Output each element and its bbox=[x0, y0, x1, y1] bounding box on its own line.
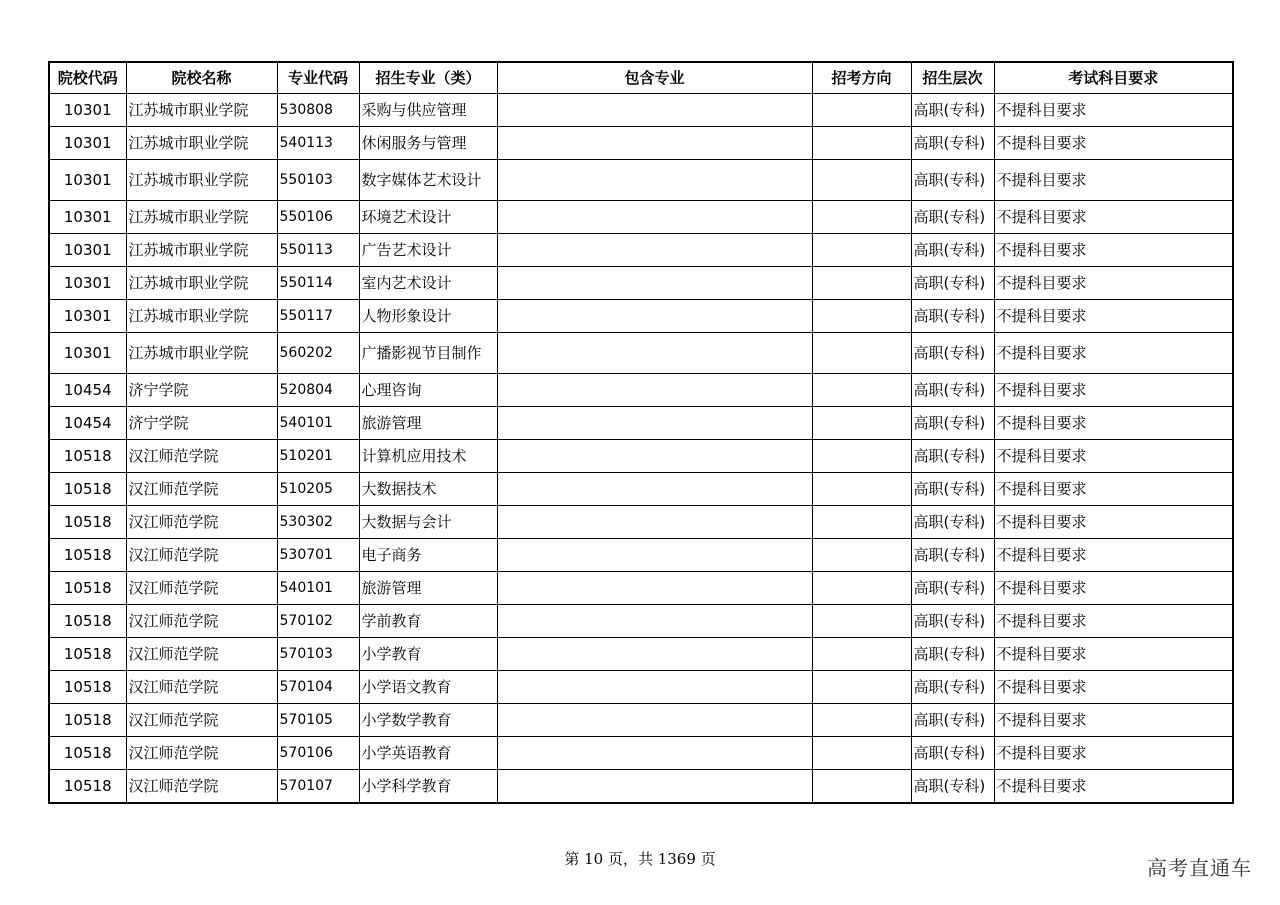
cell-level: 高职(专科) bbox=[911, 671, 994, 704]
cell-included-majors bbox=[497, 127, 812, 160]
cell-level: 高职(专科) bbox=[911, 267, 994, 300]
cell-level: 高职(专科) bbox=[911, 234, 994, 267]
cell-included-majors bbox=[497, 770, 812, 804]
cell-requirement: 不提科目要求 bbox=[994, 160, 1233, 201]
cell-major: 小学数学教育 bbox=[359, 704, 497, 737]
table-row bbox=[49, 440, 1233, 473]
cell-requirement: 不提科目要求 bbox=[994, 671, 1233, 704]
cell-direction bbox=[812, 234, 911, 267]
cell-school-name: 济宁学院 bbox=[126, 374, 277, 407]
cell-requirement: 不提科目要求 bbox=[994, 473, 1233, 506]
cell-requirement: 不提科目要求 bbox=[994, 234, 1233, 267]
cell-school-name: 江苏城市职业学院 bbox=[126, 94, 277, 127]
table-row bbox=[49, 473, 1233, 506]
cell-major: 小学英语教育 bbox=[359, 737, 497, 770]
cell-included-majors bbox=[497, 737, 812, 770]
cell-level: 高职(专科) bbox=[911, 473, 994, 506]
cell-major: 旅游管理 bbox=[359, 407, 497, 440]
cell-direction bbox=[812, 671, 911, 704]
cell-included-majors bbox=[497, 300, 812, 333]
header-major-code: 专业代码 bbox=[277, 62, 359, 94]
cell-level: 高职(专科) bbox=[911, 440, 994, 473]
cell-level: 高职(专科) bbox=[911, 407, 994, 440]
header-level: 招生层次 bbox=[911, 62, 994, 94]
table-row bbox=[49, 300, 1233, 333]
cell-major: 休闲服务与管理 bbox=[359, 127, 497, 160]
cell-requirement: 不提科目要求 bbox=[994, 539, 1233, 572]
cell-included-majors bbox=[497, 539, 812, 572]
table-row bbox=[49, 704, 1233, 737]
cell-school-code: 10301 bbox=[49, 201, 126, 234]
page-number: 第 10 页，共 1369 页 bbox=[564, 850, 716, 868]
cell-major-code: 550117 bbox=[277, 300, 359, 333]
cell-school-name: 汉江师范学院 bbox=[126, 473, 277, 506]
cell-school-name: 江苏城市职业学院 bbox=[126, 201, 277, 234]
cell-level: 高职(专科) bbox=[911, 506, 994, 539]
cell-major: 旅游管理 bbox=[359, 572, 497, 605]
cell-direction bbox=[812, 473, 911, 506]
table-body bbox=[49, 94, 1233, 804]
cell-major-code: 570106 bbox=[277, 737, 359, 770]
cell-major-code: 570103 bbox=[277, 638, 359, 671]
admissions-table-container bbox=[48, 61, 1232, 804]
cell-direction bbox=[812, 638, 911, 671]
cell-level: 高职(专科) bbox=[911, 201, 994, 234]
cell-requirement: 不提科目要求 bbox=[994, 94, 1233, 127]
table-row bbox=[49, 407, 1233, 440]
cell-major-code: 550103 bbox=[277, 160, 359, 201]
table-row bbox=[49, 671, 1233, 704]
cell-included-majors bbox=[497, 374, 812, 407]
cell-school-code: 10518 bbox=[49, 473, 126, 506]
cell-direction bbox=[812, 333, 911, 374]
cell-major-code: 530302 bbox=[277, 506, 359, 539]
cell-school-code: 10518 bbox=[49, 506, 126, 539]
cell-school-name: 汉江师范学院 bbox=[126, 572, 277, 605]
cell-school-code: 10301 bbox=[49, 300, 126, 333]
cell-school-name: 江苏城市职业学院 bbox=[126, 127, 277, 160]
cell-school-code: 10301 bbox=[49, 234, 126, 267]
cell-school-code: 10518 bbox=[49, 770, 126, 804]
cell-major: 学前教育 bbox=[359, 605, 497, 638]
cell-direction bbox=[812, 94, 911, 127]
cell-school-code: 10454 bbox=[49, 374, 126, 407]
cell-requirement: 不提科目要求 bbox=[994, 638, 1233, 671]
cell-requirement: 不提科目要求 bbox=[994, 605, 1233, 638]
cell-major-code: 510201 bbox=[277, 440, 359, 473]
cell-requirement: 不提科目要求 bbox=[994, 333, 1233, 374]
cell-level: 高职(专科) bbox=[911, 572, 994, 605]
cell-school-name: 汉江师范学院 bbox=[126, 737, 277, 770]
cell-major-code: 550106 bbox=[277, 201, 359, 234]
cell-major: 人物形象设计 bbox=[359, 300, 497, 333]
cell-school-code: 10301 bbox=[49, 94, 126, 127]
cell-direction bbox=[812, 127, 911, 160]
cell-direction bbox=[812, 160, 911, 201]
cell-direction bbox=[812, 407, 911, 440]
cell-major: 大数据技术 bbox=[359, 473, 497, 506]
cell-direction bbox=[812, 572, 911, 605]
cell-requirement: 不提科目要求 bbox=[994, 704, 1233, 737]
cell-school-name: 汉江师范学院 bbox=[126, 638, 277, 671]
cell-major-code: 540113 bbox=[277, 127, 359, 160]
cell-school-name: 汉江师范学院 bbox=[126, 605, 277, 638]
cell-direction bbox=[812, 539, 911, 572]
cell-school-code: 10301 bbox=[49, 267, 126, 300]
cell-school-code: 10301 bbox=[49, 333, 126, 374]
table-row bbox=[49, 605, 1233, 638]
cell-major-code: 540101 bbox=[277, 407, 359, 440]
cell-direction bbox=[812, 770, 911, 804]
cell-school-code: 10518 bbox=[49, 539, 126, 572]
cell-direction bbox=[812, 605, 911, 638]
cell-included-majors bbox=[497, 605, 812, 638]
cell-major: 小学科学教育 bbox=[359, 770, 497, 804]
cell-included-majors bbox=[497, 572, 812, 605]
table-row bbox=[49, 94, 1233, 127]
table-header-row bbox=[49, 62, 1233, 94]
table-row bbox=[49, 374, 1233, 407]
cell-major: 小学语文教育 bbox=[359, 671, 497, 704]
cell-level: 高职(专科) bbox=[911, 638, 994, 671]
cell-included-majors bbox=[497, 407, 812, 440]
cell-major-code: 550114 bbox=[277, 267, 359, 300]
cell-included-majors bbox=[497, 94, 812, 127]
cell-level: 高职(专科) bbox=[911, 374, 994, 407]
table-row bbox=[49, 333, 1233, 374]
cell-school-name: 汉江师范学院 bbox=[126, 539, 277, 572]
cell-requirement: 不提科目要求 bbox=[994, 374, 1233, 407]
table-row bbox=[49, 638, 1233, 671]
cell-major-code: 510205 bbox=[277, 473, 359, 506]
cell-direction bbox=[812, 506, 911, 539]
cell-school-code: 10518 bbox=[49, 638, 126, 671]
cell-major: 广告艺术设计 bbox=[359, 234, 497, 267]
table-row bbox=[49, 127, 1233, 160]
cell-requirement: 不提科目要求 bbox=[994, 300, 1233, 333]
cell-direction bbox=[812, 737, 911, 770]
cell-level: 高职(专科) bbox=[911, 770, 994, 804]
cell-level: 高职(专科) bbox=[911, 704, 994, 737]
cell-included-majors bbox=[497, 440, 812, 473]
cell-direction bbox=[812, 267, 911, 300]
cell-school-code: 10518 bbox=[49, 440, 126, 473]
table-row bbox=[49, 506, 1233, 539]
cell-requirement: 不提科目要求 bbox=[994, 267, 1233, 300]
cell-requirement: 不提科目要求 bbox=[994, 737, 1233, 770]
cell-direction bbox=[812, 440, 911, 473]
cell-included-majors bbox=[497, 160, 812, 201]
cell-requirement: 不提科目要求 bbox=[994, 407, 1233, 440]
cell-level: 高职(专科) bbox=[911, 127, 994, 160]
cell-level: 高职(专科) bbox=[911, 94, 994, 127]
header-school-code: 院校代码 bbox=[49, 62, 126, 94]
cell-school-name: 江苏城市职业学院 bbox=[126, 267, 277, 300]
cell-school-code: 10454 bbox=[49, 407, 126, 440]
cell-school-code: 10518 bbox=[49, 572, 126, 605]
cell-major-code: 570107 bbox=[277, 770, 359, 804]
cell-school-code: 10518 bbox=[49, 671, 126, 704]
cell-major: 电子商务 bbox=[359, 539, 497, 572]
cell-major-code: 540101 bbox=[277, 572, 359, 605]
cell-direction bbox=[812, 704, 911, 737]
cell-school-name: 江苏城市职业学院 bbox=[126, 300, 277, 333]
cell-requirement: 不提科目要求 bbox=[994, 201, 1233, 234]
cell-requirement: 不提科目要求 bbox=[994, 572, 1233, 605]
cell-requirement: 不提科目要求 bbox=[994, 506, 1233, 539]
cell-included-majors bbox=[497, 333, 812, 374]
cell-included-majors bbox=[497, 671, 812, 704]
cell-major-code: 520804 bbox=[277, 374, 359, 407]
cell-major: 大数据与会计 bbox=[359, 506, 497, 539]
table-row bbox=[49, 234, 1233, 267]
cell-requirement: 不提科目要求 bbox=[994, 127, 1233, 160]
cell-major: 计算机应用技术 bbox=[359, 440, 497, 473]
cell-direction bbox=[812, 374, 911, 407]
cell-major: 广播影视节目制作 bbox=[359, 333, 497, 374]
cell-major-code: 570104 bbox=[277, 671, 359, 704]
cell-level: 高职(专科) bbox=[911, 737, 994, 770]
header-direction: 招考方向 bbox=[812, 62, 911, 94]
cell-major: 心理咨询 bbox=[359, 374, 497, 407]
cell-included-majors bbox=[497, 267, 812, 300]
cell-included-majors bbox=[497, 638, 812, 671]
table-row bbox=[49, 770, 1233, 804]
cell-requirement: 不提科目要求 bbox=[994, 770, 1233, 804]
cell-school-name: 汉江师范学院 bbox=[126, 770, 277, 804]
table-row bbox=[49, 160, 1233, 201]
cell-included-majors bbox=[497, 506, 812, 539]
cell-school-code: 10518 bbox=[49, 737, 126, 770]
cell-school-name: 济宁学院 bbox=[126, 407, 277, 440]
cell-major: 数字媒体艺术设计 bbox=[359, 160, 497, 201]
cell-level: 高职(专科) bbox=[911, 605, 994, 638]
header-major: 招生专业（类） bbox=[359, 62, 497, 94]
header-requirement: 考试科目要求 bbox=[994, 62, 1233, 94]
cell-included-majors bbox=[497, 704, 812, 737]
cell-school-name: 汉江师范学院 bbox=[126, 671, 277, 704]
admissions-table bbox=[48, 61, 1234, 804]
cell-school-name: 江苏城市职业学院 bbox=[126, 234, 277, 267]
table-row bbox=[49, 572, 1233, 605]
cell-level: 高职(专科) bbox=[911, 333, 994, 374]
table-row bbox=[49, 737, 1233, 770]
cell-school-name: 汉江师范学院 bbox=[126, 704, 277, 737]
cell-school-code: 10301 bbox=[49, 127, 126, 160]
header-school-name: 院校名称 bbox=[126, 62, 277, 94]
cell-level: 高职(专科) bbox=[911, 160, 994, 201]
cell-level: 高职(专科) bbox=[911, 300, 994, 333]
table-row bbox=[49, 267, 1233, 300]
cell-school-code: 10518 bbox=[49, 704, 126, 737]
cell-school-code: 10518 bbox=[49, 605, 126, 638]
table-row bbox=[49, 201, 1233, 234]
cell-level: 高职(专科) bbox=[911, 539, 994, 572]
cell-major-code: 550113 bbox=[277, 234, 359, 267]
cell-direction bbox=[812, 201, 911, 234]
cell-requirement: 不提科目要求 bbox=[994, 440, 1233, 473]
cell-major: 采购与供应管理 bbox=[359, 94, 497, 127]
cell-major-code: 530701 bbox=[277, 539, 359, 572]
cell-school-name: 江苏城市职业学院 bbox=[126, 160, 277, 201]
table-row bbox=[49, 539, 1233, 572]
cell-major-code: 570105 bbox=[277, 704, 359, 737]
cell-included-majors bbox=[497, 473, 812, 506]
cell-school-name: 江苏城市职业学院 bbox=[126, 333, 277, 374]
cell-included-majors bbox=[497, 234, 812, 267]
cell-major-code: 570102 bbox=[277, 605, 359, 638]
cell-major: 环境艺术设计 bbox=[359, 201, 497, 234]
cell-school-code: 10301 bbox=[49, 160, 126, 201]
cell-major: 室内艺术设计 bbox=[359, 267, 497, 300]
cell-included-majors bbox=[497, 201, 812, 234]
header-included-majors: 包含专业 bbox=[497, 62, 812, 94]
cell-major-code: 560202 bbox=[277, 333, 359, 374]
cell-major-code: 530808 bbox=[277, 94, 359, 127]
cell-school-name: 汉江师范学院 bbox=[126, 440, 277, 473]
cell-major: 小学教育 bbox=[359, 638, 497, 671]
watermark-text: 高考直通车 bbox=[1147, 856, 1252, 880]
cell-school-name: 汉江师范学院 bbox=[126, 506, 277, 539]
cell-direction bbox=[812, 300, 911, 333]
